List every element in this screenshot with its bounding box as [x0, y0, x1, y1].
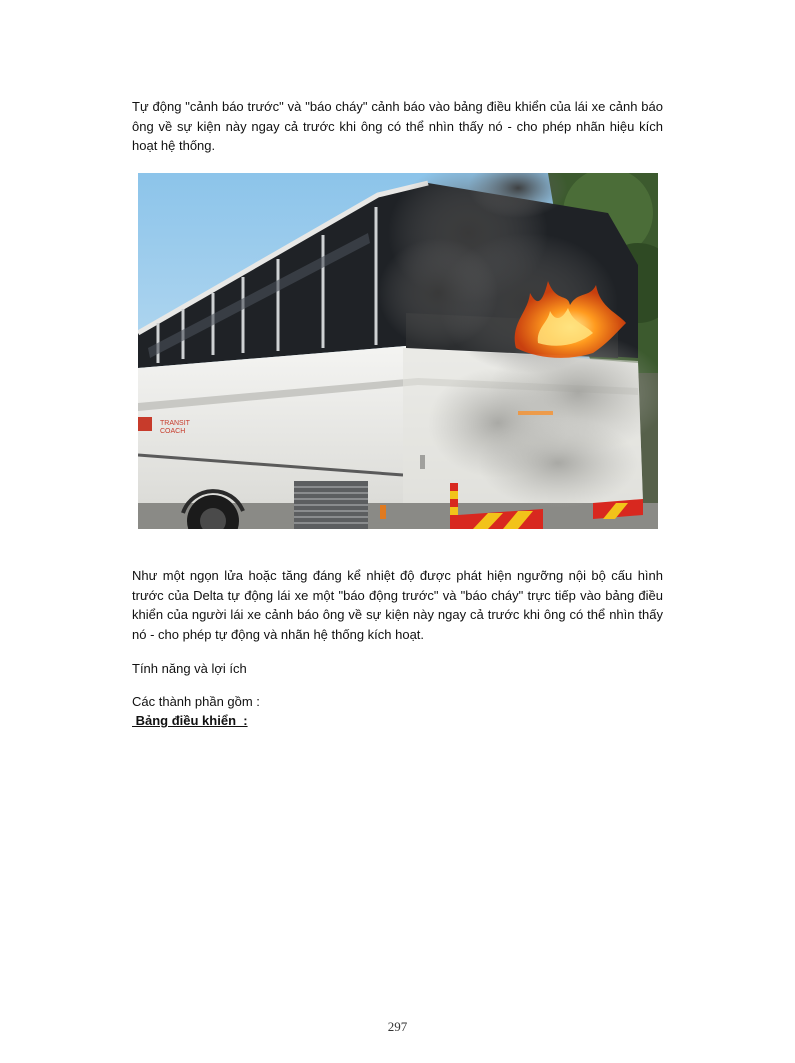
page-number: 297 — [387, 1019, 408, 1034]
svg-text:TRANSIT: TRANSIT — [160, 420, 190, 427]
control-panel-heading: Bảng điều khiển : — [132, 713, 248, 728]
features-heading: Tính năng và lợi ích — [132, 661, 247, 676]
bus-fire-photo — [138, 173, 658, 529]
detection-paragraph: Như một ngọn lửa hoặc tăng đáng kể nhiệt độ được phát hiện ngưỡng nội bộ cấu hình trước của Delta tự động lái xe một "báo động trước" và "báo cháy" trực tiếp vào bảng điều khiển của người lái xe cảnh báo ông về sự kiện này ngay cả trước khi ông có thể nhìn thấy nó - cho phép tự động và nhãn hệ thống kích hoạt. — [132, 568, 663, 642]
intro-paragraph: Tự động "cảnh báo trước" và "báo cháy" cảnh báo vào bảng điều khiển của lái xe cảnh báo ông về sự kiện này ngay cả trước khi ông có thể nhìn thấy nó - cho phép nhãn hiệu kích hoạt hệ thống. — [132, 99, 663, 153]
components-intro: Các thành phần gồm : — [132, 694, 260, 709]
svg-text:COACH: COACH — [160, 428, 186, 435]
